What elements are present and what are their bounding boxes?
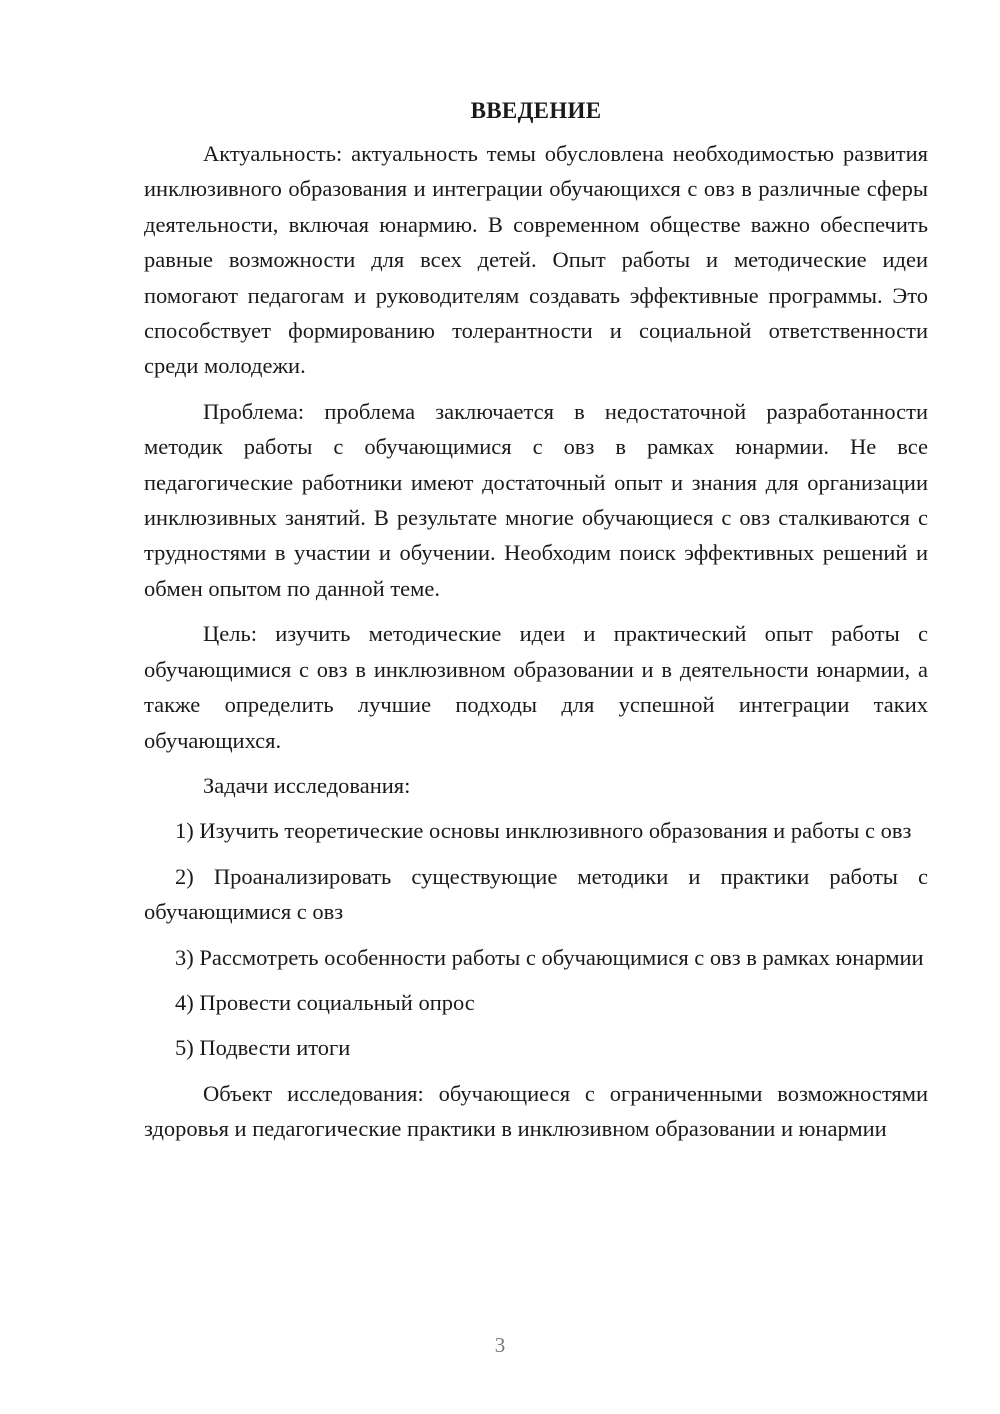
task-item: 3) Рассмотреть особенности работы с обучающимися с овз в рамках юнармии	[175, 944, 924, 970]
problem-paragraph: Проблема: проблема заключается в недостаточной разработанности методик работы с обучающимися с овз в рамках юнармии. Не все педагогические работники имеют достаточный опыт и знания для организации инклюзивных занятий. В результате многие обучающиеся с овз сталкиваются с трудностями в участии и обучении. Необходим поиск эффективных решений и обмен опытом по данной теме.	[144, 398, 928, 601]
page-title: ВВЕДЕНИЕ	[470, 98, 602, 123]
task-item: 4) Провести социальный опрос	[175, 989, 475, 1015]
object-paragraph: Объект исследования: обучающиеся с ограниченными возможностями здоровья и педагогические практики в инклюзивном образовании и юнармии	[144, 1080, 928, 1142]
task-item: 5) Подвести итоги	[175, 1035, 351, 1061]
goal-paragraph: Цель: изучить методические идеи и практический опыт работы с обучающимися с овз в инклюзивном образовании и в деятельности юнармии, а также определить лучшие подходы для успешной интеграции таких обучающихся.	[144, 621, 928, 753]
page-number: 3	[494, 1333, 506, 1357]
relevance-paragraph: Актуальность: актуальность темы обусловлена необходимостью развития инклюзивного образования и интеграции обучающихся с овз в различные сферы деятельности, включая юнармию. В современном обществе важно обеспечить равные возможности для всех детей. Опыт работы и методические идеи помогают педагогам и руководителям создавать эффективные программы. Это способствует формированию толерантности и социальной ответственности среди молодежи.	[144, 141, 928, 379]
tasks-list	[144, 813, 928, 1065]
tasks-heading: Задачи исследования:	[203, 772, 411, 798]
task-item: 2) Проанализировать существующие методики и практики работы с обучающимися с овз	[144, 863, 928, 925]
page-content	[144, 96, 928, 1157]
task-item: 1) Изучить теоретические основы инклюзивного образования и работы с овз	[175, 818, 912, 844]
